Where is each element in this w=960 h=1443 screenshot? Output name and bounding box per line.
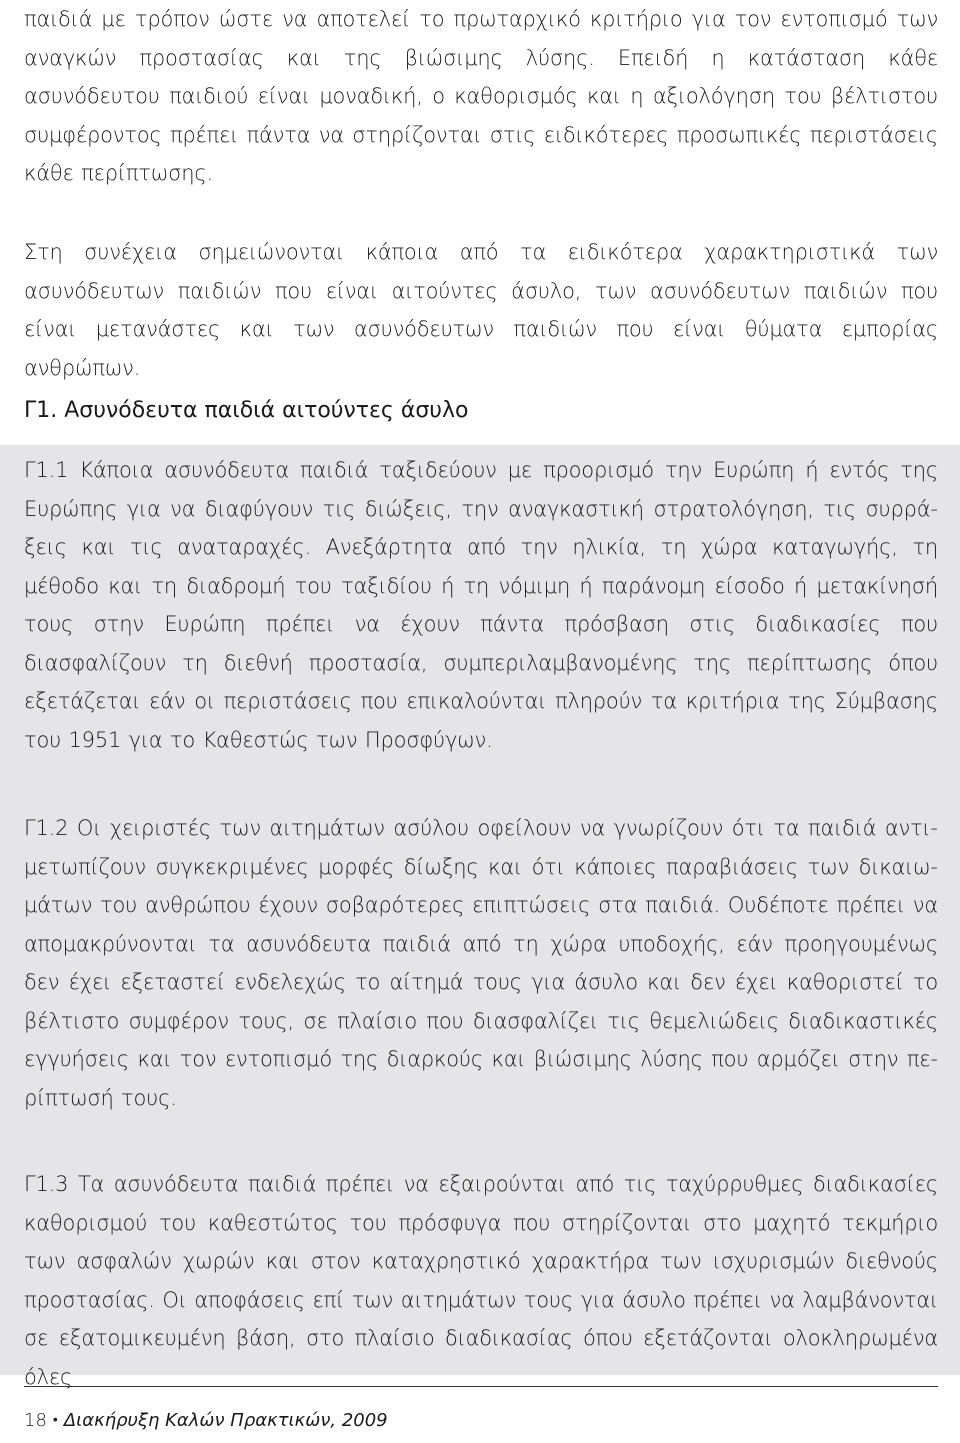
intro-paragraph-2: Στη συνέχεια σημειώνονται κάποια από τα ειδικότερα χαρακτηριστικά των ασυνόδευτων παιδιών που είναι αιτούντες άσυλο, των ασυνόδευτων παιδιών που είναι μετανάστες και των ασυνόδευτων παιδιών που είναι θύματα εμπορίας ανθρώπων. [24, 240, 938, 380]
page-footer [24, 1409, 388, 1434]
paragraph-g1-1: Γ1.1 Κάποια ασυνόδευτα παιδιά ταξιδεύουν με προορισμό την Ευρώπη ή εντός της Ευρώπης για να διαφύγουν τις διώξεις, την αναγκαστική στρατολόγηση, τις συρράξεις και τις αναταραχές. Ανεξάρτητα από την ηλικία, τη χώρα καταγωγής, τη μέθοδο και τη διαδρομή του ταξιδίου ή τη νόμιμη ή παράνομη είσοδο ή μετακίνησή τους στην Ευρώπη πρέπει να έχουν πάντα πρόσβαση στις διαδικασίες που διασφαλίζουν τη διεθνή προστασία, συμπεριλαμβανομένης της περίπτωσης όπου εξετάζεται εάν οι περιστάσεις που επικαλούνται πληρούν τα κριτήρια της Σύμβασης του 1951 για το Καθεστώς των Προσφύγων. [24, 458, 938, 752]
page-number: 18 [24, 1410, 47, 1431]
publication-title: Διακήρυξη Καλών Πρακτικών, 2009 [63, 1410, 388, 1431]
paragraph-g1-2: Γ1.2 Οι χειριστές των αιτημάτων ασύλου οφείλουν να γνωρίζουν ότι τα παιδιά αντιμετωπίζουν συγκεκριμένες μορφές δίωξης και ότι κάποιες παραβιάσεις των δικαιωμάτων του ανθρώπου έχουν σοβαρότερες επιπτώσεις στα παιδιά. Ουδέποτε πρέπει να απομακρύνονται τα ασυνόδευτα παιδιά από τη χώρα υποδοχής, εάν προηγουμένως δεν έχει εξεταστεί ενδελεχώς το αίτημά τους για άσυλο και δεν έχει καθοριστεί το βέλτιστο συμφέρον τους, σε πλαίσιο που διασφαλίζει τις θεμελιώδεις διαδικαστικές εγγυήσεις και τον εντοπισμό της διαρκούς και βιώσιμης λύσης που αρμόζει στην περίπτωσή τους. [24, 816, 938, 1110]
section-heading: Γ1. Ασυνόδευτα παιδιά αιτούντες άσυλο [24, 398, 469, 423]
footer-divider [24, 1386, 938, 1387]
paragraph-g1-3: Γ1.3 Τα ασυνόδευτα παιδιά πρέπει να εξαιρούνται από τις ταχύρρυθμες διαδικασίες καθορισμού του καθεστώτος του πρόσφυγα που στηρίζονται στο μαχητό τεκμήριο των ασφαλών χωρών και στον καταχρηστικό χαρακτήρα των ισχυρισμών διεθνούς προστασίας. Οι αποφάσεις επί των αιτημάτων τους για άσυλο πρέπει να λαμβάνονται σε εξατομικευμένη βάση, στο πλαίσιο διαδικασίας όπου εξετάζονται ολοκληρωμένα όλες [24, 1172, 938, 1389]
footer-bullet: • [52, 1412, 58, 1428]
intro-paragraph-1: παιδιά με τρόπον ώστε να αποτελεί το πρωταρχικό κριτήριο για τον εντοπισμό των αναγκών προστασίας και της βιώσιμης λύσης. Επειδή η κατάσταση κάθε ασυνόδευτου παιδιού είναι μοναδική, ο καθορισμός και η αξιολόγηση του βέλτιστου συμφέροντος πρέπει πάντα να στηρίζονται στις ειδικότερες προσωπικές περιστάσεις κάθε περίπτωσης. [24, 7, 938, 185]
